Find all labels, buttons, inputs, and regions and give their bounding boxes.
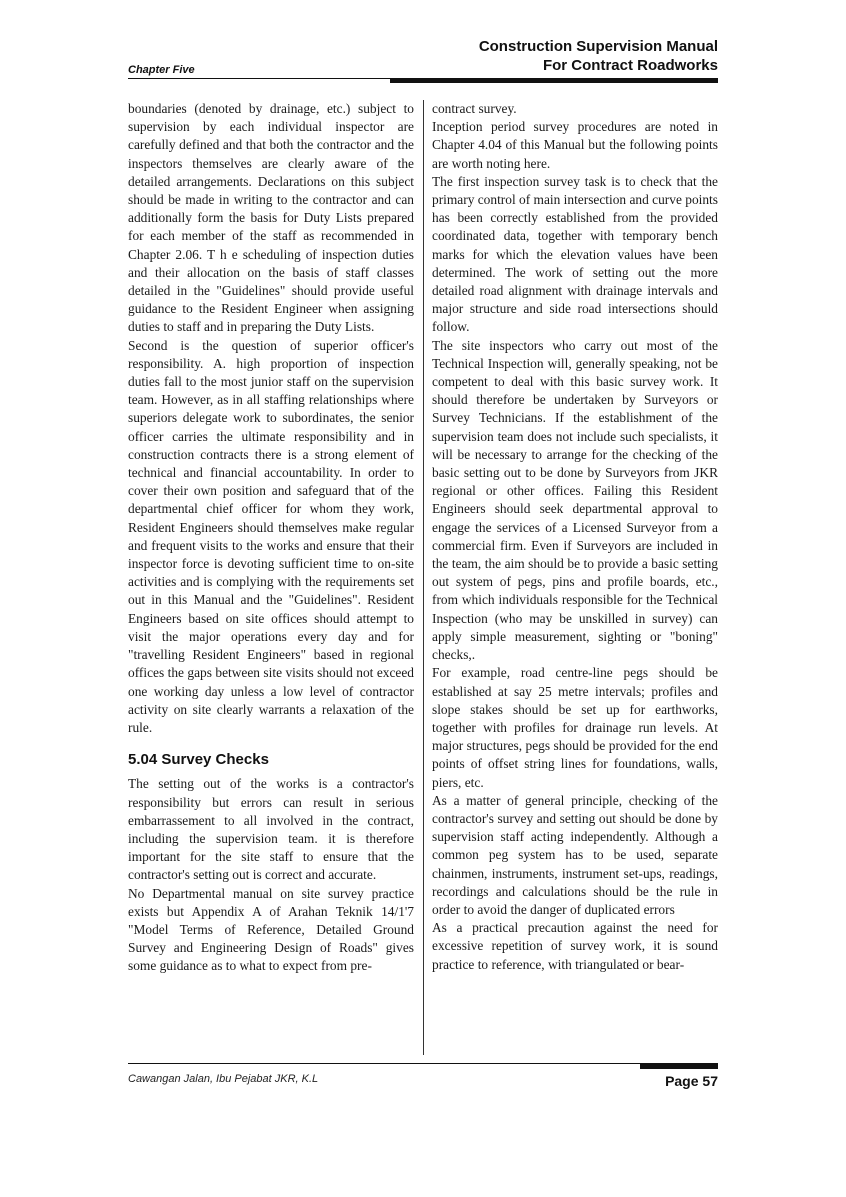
- manual-title: [479, 37, 718, 75]
- header-rule-thick: [390, 78, 718, 83]
- footer-rule-thick: [640, 1064, 718, 1069]
- paragraph: No Departmental manual on site survey practice exists but Appendix A of Arahan Teknik 14/1'7 "Model Terms of Reference, Detailed Ground Survey and Engineering Design of Roads" gives some guidance as to what to expect from pre-: [128, 885, 414, 974]
- paragraph: The site inspectors who carry out most of the Technical Inspection will, generally speaking, not be competent to deal with this basic survey work. It should therefore be undertaken by Surveyors or Survey Technicians. If the establishment of the supervision team does not include such specialists, it will be necessary to arrange for the checking of the basic setting out to be done by Surveyors from JKR regional or other offices. Failing this Resident Engineers should seek departmental approval to engage the services of a Licensed Surveyor from a commercial firm. Even if Surveyors are included in the team, the aim should be to provide a basic setting out system of pegs, pins and profile boards, etc., from which individuals responsible for the Technical Inspection (who may be unskilled in survey) can apply simple measurement, sighting or "boning" checks,.: [432, 337, 718, 663]
- paragraph: boundaries (denoted by drainage, etc.) subject to supervision by each individual inspector are carefully defined and that both the contractor and the inspectors themselves are clearly aware of the detailed arrangements. Declarations on this subject should be made in writing to the contractor and can additionally form the basis for Duty Lists prepared for each member of the staff as recommended in Chapter 2.06. T h e scheduling of inspection duties and their allocation on the basis of staff classes detailed in the "Guidelines" should provide useful guidance to the Resident Engineer when assigning duties to staff and in preparing the Duty Lists.: [128, 101, 414, 335]
- paragraph: Second is the question of superior officer's responsibility. A. high proportion of inspection duties fall to the most junior staff on the supervision team. However, as in all staffing relationships where superiors delegate work to subordinates, the senior officer carries the ultimate responsibility and in construction contracts there is a strong element of technical and financial accountability. In order to cover their own position and safeguard that of the departmental chief officer for whom they work, Resident Engineers should themselves make regular and frequent visits to the works and ensure that their inspector force is devoting sufficient time to on-site activities and is complying with the requirements set out in this Manual and the "Guidelines". Resident Engineers based on site offices should attempt to visit the major operations every day and for "travelling Resident Engineers" based in regional offices the gaps between site visits should not exceed one working day unless a low level of contractor activity on site clearly warrants a relaxation of the rule.: [128, 337, 414, 735]
- paragraph: The setting out of the works is a contractor's responsibility but errors can result in serious embarrassement to all involved in the contract, including the supervision team. it is therefore important for the site staff to ensure that the contractor's setting out is correct and accurate.: [128, 776, 414, 883]
- column-divider: [423, 100, 424, 1055]
- paragraph: For example, road centre-line pegs should be established at say 25 metre intervals; profiles and slope stakes should be set up for earthworks, together with profiles for drainage run levels. At major structures, pegs should be provided for the end points of offset string lines for foundations, walls, piers, etc.: [432, 665, 718, 790]
- left-column: [128, 100, 414, 976]
- footer-rule: [128, 1063, 718, 1064]
- paragraph: Inception period survey procedures are noted in Chapter 4.04 of this Manual but the following points are worth noting here.: [432, 119, 718, 171]
- paragraph: As a matter of general principle, checking of the contractor's survey and setting out should be done by supervision staff acting independently. Although a common peg system has to be used, separate chainmen, instruments, instrument set-ups, readings, recordings and calculations should be the rule in order to avoid the danger of duplicated errors: [432, 792, 718, 917]
- section-heading: 5.04 Survey Checks: [128, 751, 269, 769]
- manual-title-line-1: Construction Supervision Manual: [478, 38, 718, 55]
- paragraph: As a practical precaution against the need for excessive repetition of survey work, it is sound practice to reference, with triangulated or bear-: [432, 920, 718, 972]
- paragraph: contract survey.: [432, 101, 517, 116]
- footer-source: Cawangan Jalan, Ibu Pejabat JKR, K.L: [128, 1073, 319, 1085]
- chapter-label: Chapter Five: [128, 64, 195, 76]
- paragraph: The first inspection survey task is to check that the primary control of main intersection and curve points has been correctly established from the provided coordinated data, together with temporary bench marks for which the elevation values have been determined. The work of setting out the more detailed road alignment with drainage intervals and major structure and side road intersections should follow.: [432, 173, 718, 335]
- right-column: [432, 100, 718, 974]
- manual-title-line-2: For Contract Roadworks: [542, 57, 718, 74]
- page-number: Page 57: [665, 1073, 718, 1089]
